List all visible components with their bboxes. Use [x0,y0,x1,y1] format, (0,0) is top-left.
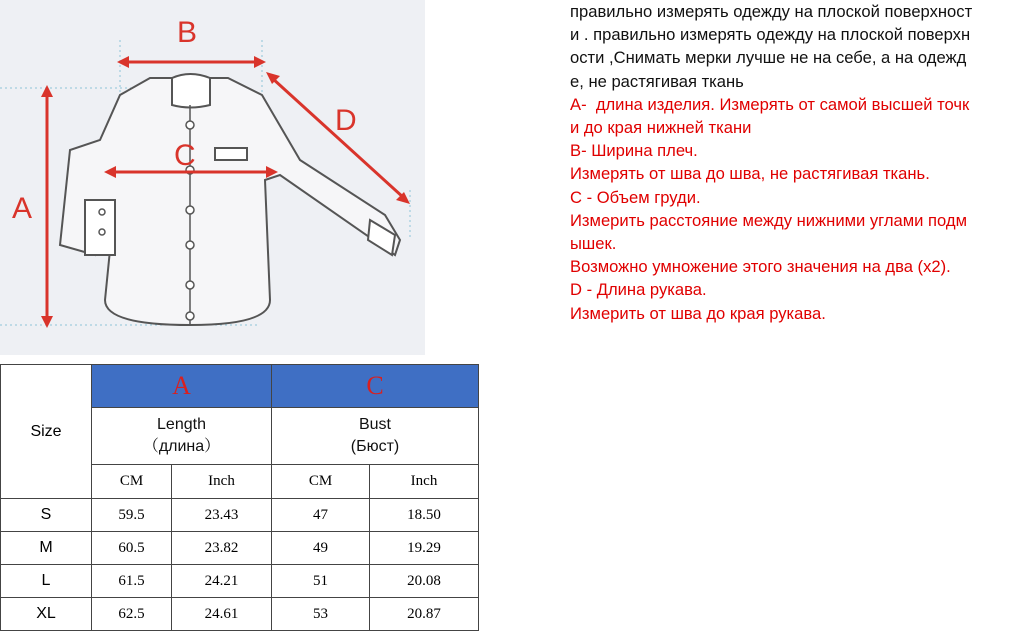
length-inch-cell: 24.61 [172,598,272,631]
measurement-instructions [570,0,1022,355]
bust-header: Bust (Бюст) [272,408,479,465]
length-cm-cell: 59.5 [92,499,172,532]
instruction-b-title: B- Ширина плеч. [570,141,698,161]
length-inch-cell: 24.21 [172,565,272,598]
label-d: D [335,104,357,137]
length-inch-cell: 23.43 [172,499,272,532]
table-row [1,565,479,598]
size-cell: L [1,565,92,598]
bust-inch-cell: 20.08 [370,565,479,598]
bust-inch-cell: 20.87 [370,598,479,631]
size-cell: S [1,499,92,532]
bust-cm-cell: 51 [272,565,370,598]
length-cm-cell: 60.5 [92,532,172,565]
length-cm-cell: 61.5 [92,565,172,598]
instructions-intro: правильно измерять одежду на плоской поверхност и . правильно измерять одежду на плоской поверхн ости ,Снимать мерки лучше не на себе, а на одежд е, не растягивая ткань [570,2,973,91]
unit-length-inch: Inch [172,465,272,499]
size-table-container [0,364,478,624]
size-table [0,364,479,631]
length-inch-cell: 23.82 [172,532,272,565]
bust-inch-cell: 19.29 [370,532,479,565]
label-a: A [12,192,33,225]
column-c-letter: C [272,365,479,408]
table-row [1,598,479,631]
instruction-d-title: D - Длина рукава. [570,280,707,300]
bust-cm-cell: 49 [272,532,370,565]
instruction-c-detail: Измерить расстояние между нижними углами подм ышек. [570,210,967,254]
instruction-c-title: C - Объем груди. [570,187,701,207]
size-cell: M [1,532,92,565]
size-header: Size [1,365,92,499]
unit-length-cm: CM [92,465,172,499]
instruction-a: A- длина изделия. Измерять от самой высшей точк и до края нижней ткани [570,94,970,138]
shirt-sketch [0,0,425,355]
instruction-b-detail: Измерять от шва до шва, не растягивая ткань. [570,164,930,184]
instruction-d-detail: Измерить от шва до края рукава. [570,303,826,323]
label-b: B [177,16,198,49]
size-cell: XL [1,598,92,631]
shirt-measurement-diagram [0,0,425,355]
unit-bust-cm: CM [272,465,370,499]
table-row [1,499,479,532]
label-c: C [174,139,196,172]
table-row [1,532,479,565]
column-a-letter: A [92,365,272,408]
length-cm-cell: 62.5 [92,598,172,631]
bust-cm-cell: 47 [272,499,370,532]
bust-cm-cell: 53 [272,598,370,631]
instruction-c-note: Возможно умножение этого значения на два (x2). [570,257,951,277]
bust-inch-cell: 18.50 [370,499,479,532]
length-header: Length （длина） [92,408,272,465]
unit-bust-inch: Inch [370,465,479,499]
